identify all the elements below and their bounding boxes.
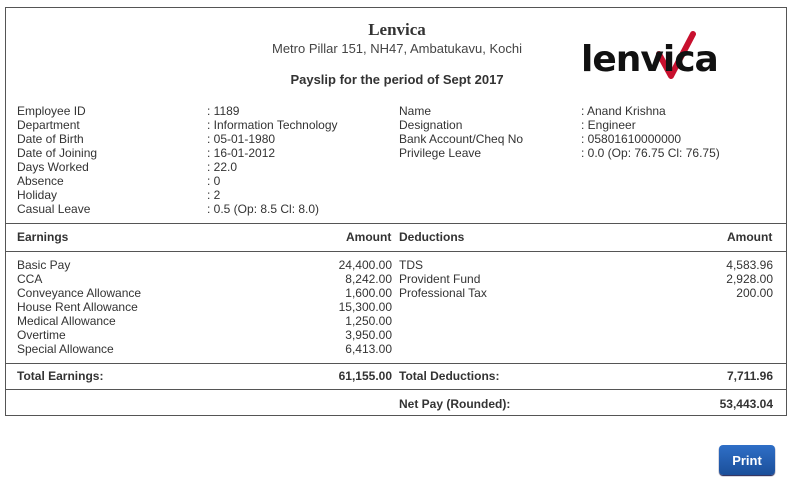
- line-item: [17, 342, 392, 356]
- line-item: [399, 272, 773, 286]
- earnings-header: Earnings: [17, 230, 69, 244]
- line-item-label: Professional Tax: [399, 286, 487, 300]
- detail-row: [399, 146, 720, 160]
- detail-value: : 0: [207, 174, 221, 188]
- line-item: [17, 272, 392, 286]
- payslip-panel: [5, 7, 787, 416]
- line-item: [17, 328, 392, 342]
- detail-label: Privilege Leave: [399, 146, 482, 160]
- line-item-amount: 8,242.00: [345, 272, 392, 286]
- total-deductions-label: Total Deductions:: [399, 369, 500, 383]
- detail-value: : Engineer: [581, 118, 636, 132]
- detail-row: [17, 132, 276, 146]
- detail-value: : 05801610000000: [581, 132, 682, 146]
- line-item: [17, 258, 392, 272]
- line-item: [17, 286, 392, 300]
- detail-label: Department: [17, 118, 80, 132]
- line-item-label: Special Allowance: [17, 342, 114, 356]
- line-item-label: Medical Allowance: [17, 314, 116, 328]
- detail-label: Holiday: [17, 188, 58, 202]
- line-item-label: Provident Fund: [399, 272, 481, 286]
- detail-label: Name: [399, 104, 432, 118]
- company-logo: [581, 24, 741, 79]
- detail-value: : 1189: [207, 104, 240, 118]
- line-item-label: CCA: [17, 272, 43, 286]
- detail-label: Date of Joining: [17, 146, 98, 160]
- line-item-label: Conveyance Allowance: [17, 286, 142, 300]
- detail-row: [17, 160, 238, 174]
- deductions-list: [399, 258, 773, 300]
- detail-value: : 16-01-2012: [207, 146, 276, 160]
- detail-value: : 0.5 (Op: 8.5 Cl: 8.0): [207, 202, 320, 216]
- detail-row: [17, 188, 221, 202]
- line-item: [17, 314, 392, 328]
- line-item-amount: 3,950.00: [345, 328, 392, 342]
- detail-value: : Information Technology: [207, 118, 338, 132]
- detail-label: Employee ID: [17, 104, 86, 118]
- line-item-amount: 200.00: [736, 286, 773, 300]
- total-earnings-label: Total Earnings:: [17, 369, 104, 383]
- detail-row: [399, 104, 666, 118]
- line-item: [17, 300, 392, 314]
- line-item-amount: 15,300.00: [338, 300, 392, 314]
- logo-text: lenvica: [581, 39, 718, 80]
- divider: [6, 389, 786, 390]
- line-item-label: House Rent Allowance: [17, 300, 138, 314]
- total-deductions-value: 7,711.96: [726, 369, 773, 383]
- line-item-amount: 2,928.00: [726, 272, 773, 286]
- detail-row: [399, 118, 636, 132]
- net-pay-label: Net Pay (Rounded):: [399, 397, 511, 411]
- detail-label: Days Worked: [17, 160, 89, 174]
- detail-row: [17, 118, 338, 132]
- line-item: [399, 258, 773, 272]
- detail-value: : 0.0 (Op: 76.75 Cl: 76.75): [581, 146, 720, 160]
- detail-label: Absence: [17, 174, 64, 188]
- employee-details-left: [17, 104, 338, 216]
- company-name: Lenvica: [368, 20, 426, 39]
- detail-row: [17, 104, 240, 118]
- divider: [6, 251, 786, 252]
- detail-label: Date of Birth: [17, 132, 84, 146]
- detail-row: [17, 202, 320, 216]
- detail-row: [399, 132, 682, 146]
- detail-value: : Anand Krishna: [581, 104, 666, 118]
- line-item-amount: 1,250.00: [345, 314, 392, 328]
- detail-label: Bank Account/Cheq No: [399, 132, 524, 146]
- detail-row: [17, 146, 276, 160]
- detail-row: [17, 174, 221, 188]
- print-button[interactable]: Print: [719, 445, 775, 475]
- line-item-amount: 6,413.00: [345, 342, 392, 356]
- line-item-label: Overtime: [17, 328, 66, 342]
- deductions-amount-header: Amount: [727, 230, 773, 244]
- line-item-label: TDS: [399, 258, 423, 272]
- detail-label: Designation: [399, 118, 463, 132]
- line-item: [399, 286, 773, 300]
- deductions-header: Deductions: [399, 230, 465, 244]
- detail-value: : 22.0: [207, 160, 238, 174]
- detail-value: : 2: [207, 188, 221, 202]
- payslip-title: Payslip for the period of Sept 2017: [290, 72, 504, 87]
- line-item-amount: 24,400.00: [338, 258, 392, 272]
- earnings-amount-header: Amount: [346, 230, 392, 244]
- line-item-amount: 1,600.00: [345, 286, 392, 300]
- company-address: Metro Pillar 151, NH47, Ambatukavu, Kochi: [271, 41, 522, 56]
- divider: [6, 363, 786, 364]
- detail-label: Casual Leave: [17, 202, 91, 216]
- total-earnings-value: 61,155.00: [338, 369, 392, 383]
- line-item-amount: 4,583.96: [726, 258, 773, 272]
- detail-value: : 05-01-1980: [207, 132, 276, 146]
- earnings-list: [17, 258, 392, 356]
- net-pay-value: 53,443.04: [719, 397, 773, 411]
- employee-details-right: [399, 104, 720, 160]
- line-item-label: Basic Pay: [17, 258, 71, 272]
- divider: [6, 223, 786, 224]
